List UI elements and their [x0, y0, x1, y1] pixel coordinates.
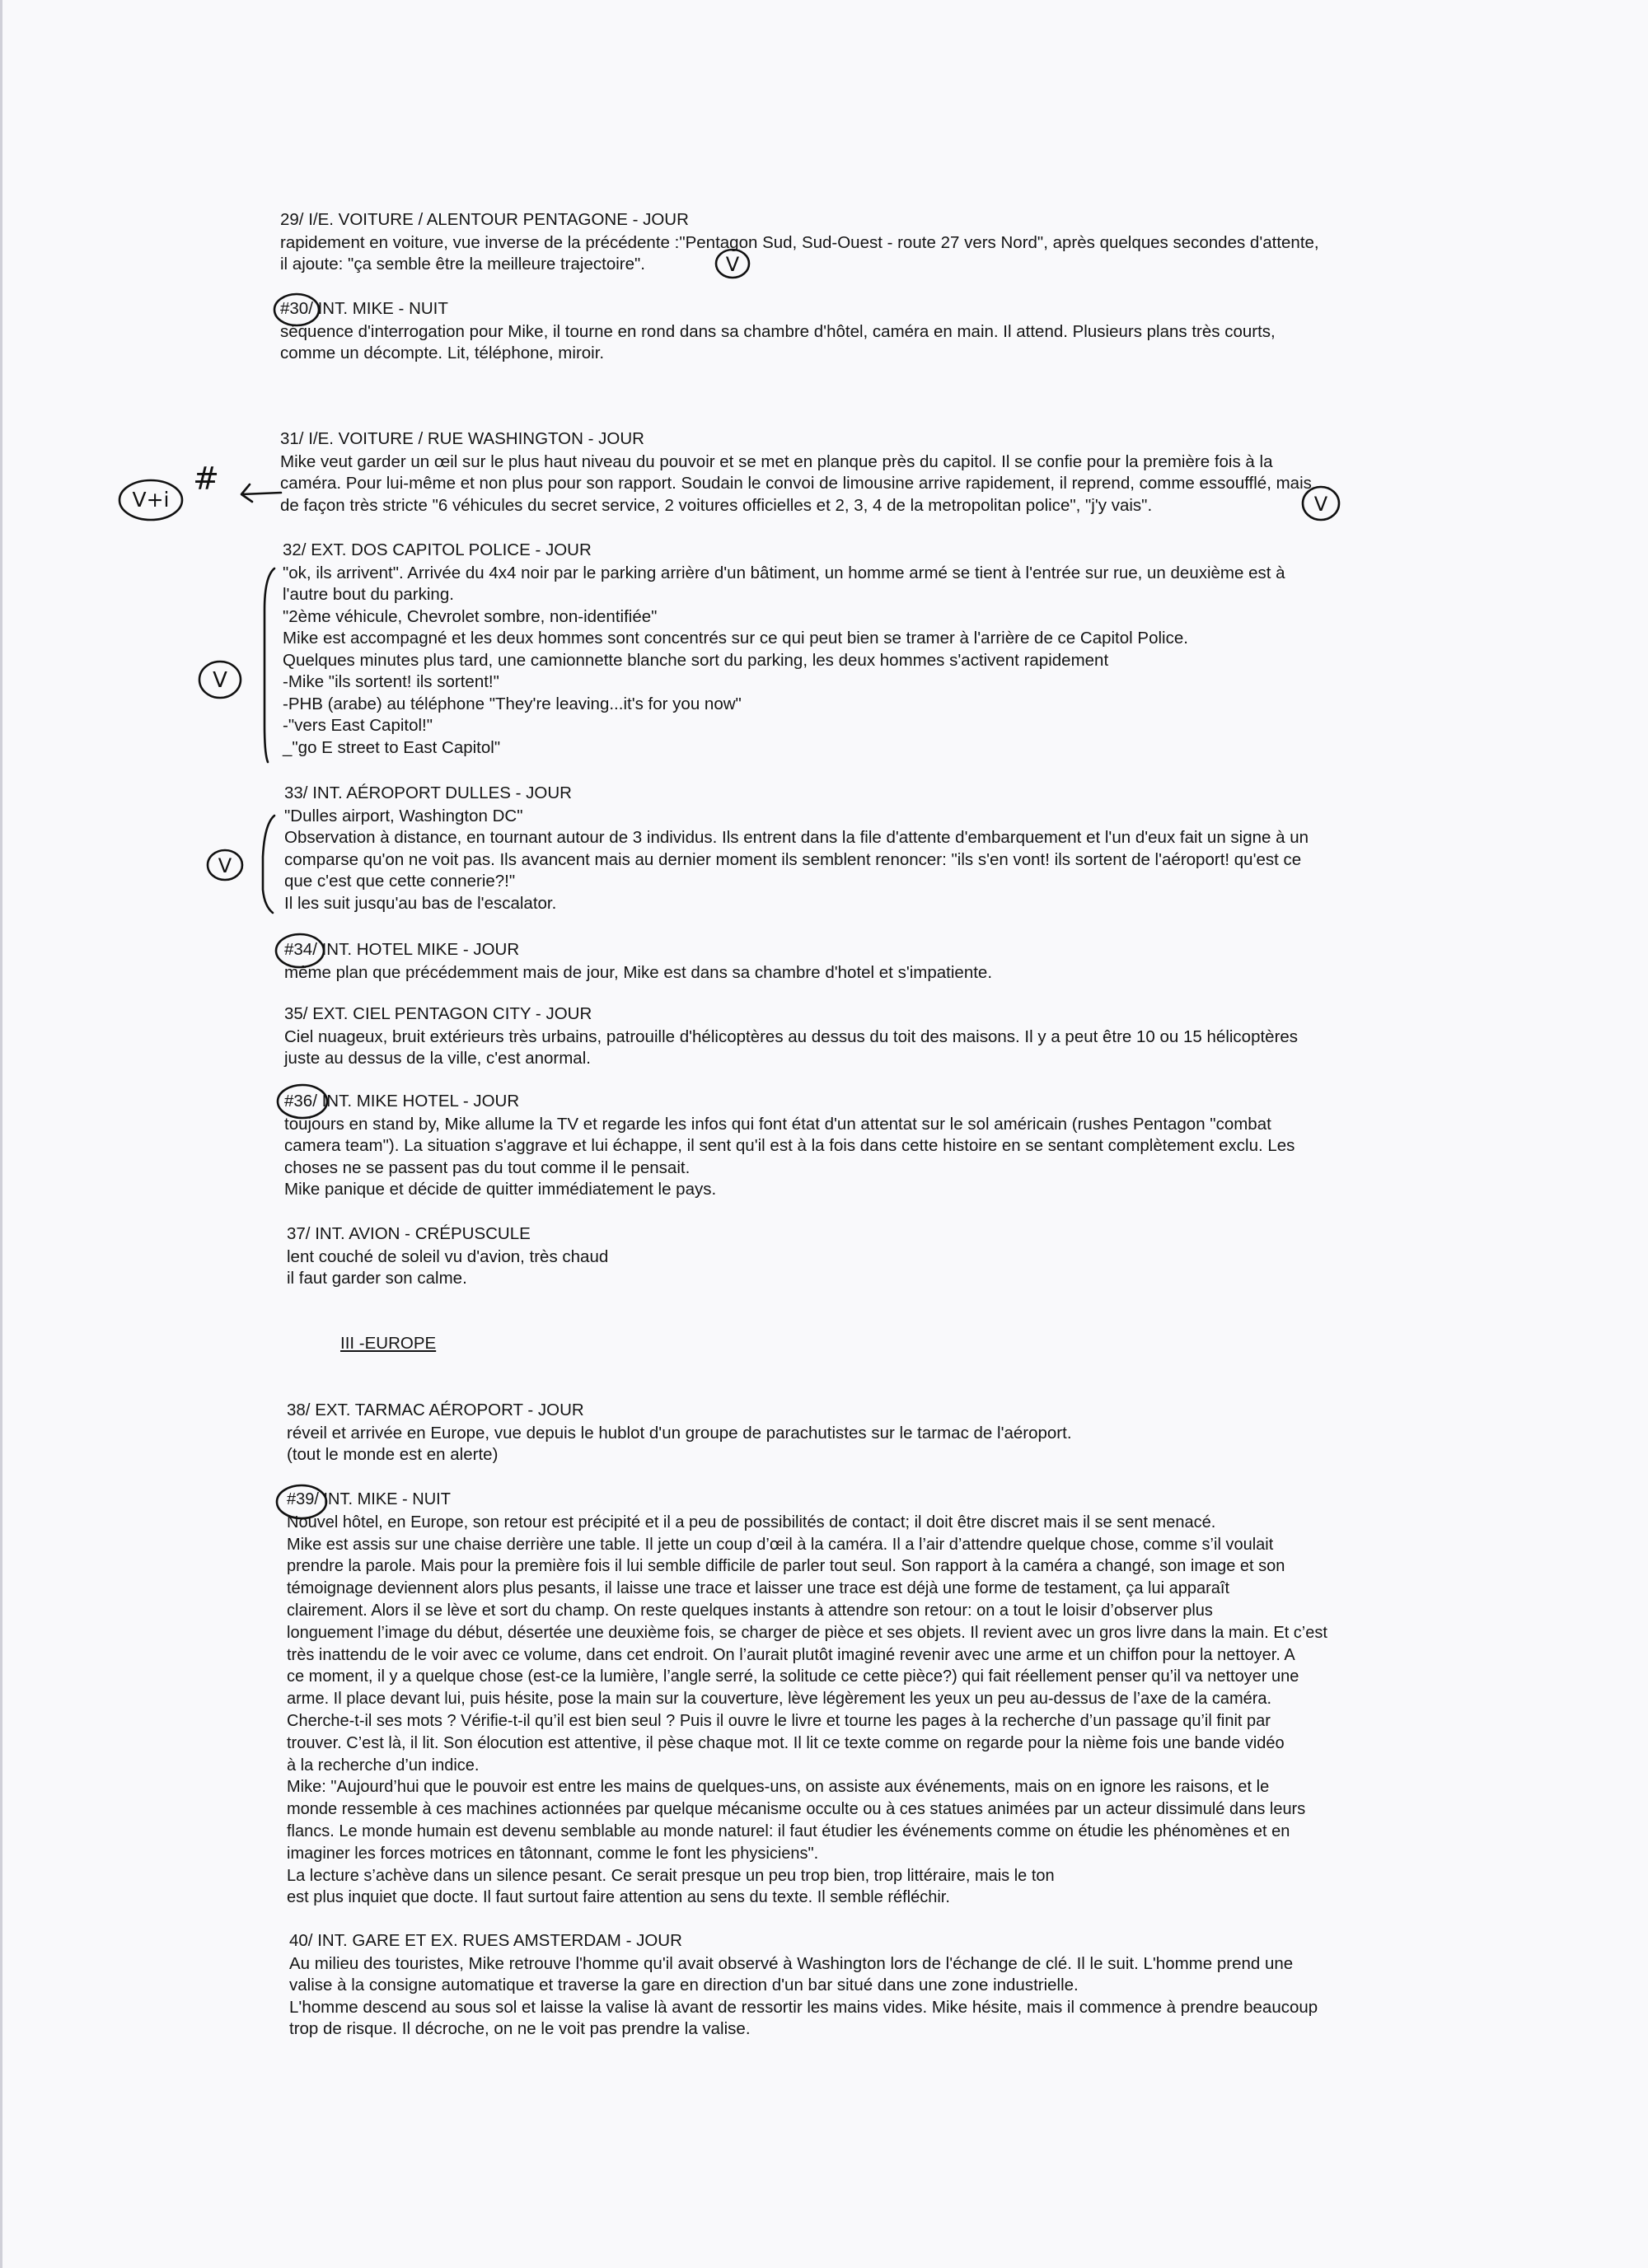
scene-line: de façon très stricte "6 véhicules du secret service, 2 voitures officielles et 2, 3, 4 de la metropolitan police", "j'y vais". — [280, 495, 1153, 515]
v-plus-i-mark: V+i — [132, 488, 170, 512]
scene-30 — [280, 298, 1276, 365]
scene-line: juste au dessus de la ville, c'est anormal. — [284, 1049, 591, 1068]
check-circle-33 — [208, 850, 242, 880]
scene-line: Mike veut garder un œil sur le plus haut niveau du pouvoir et se met en planque près du capitol. Il se confie pour la première fois à la — [280, 451, 1273, 471]
scene-line: -PHB (arabe) au téléphone "They're leaving...it's for you now" — [283, 694, 742, 713]
scene-31 — [280, 428, 1312, 517]
scene-line: Ciel nuageux, bruit extérieurs très urbains, patrouille d'hélicoptères au dessus du toit des maisons. Il y a peut être 10 ou 15 hélicoptères — [284, 1026, 1299, 1046]
scene-line: Mike est accompagné et les deux hommes sont concentrés sur ce qui peut bien se tramer à l'arrière de ce Capitol Police. — [283, 629, 1188, 648]
scene-line: lent couché de soleil vu d'avion, très chaud — [287, 1246, 609, 1266]
scene-line: flancs. Le monde humain est devenu semblable au monde naturel: il faut étudier les événements comme on étudie les phénomènes et en — [287, 1821, 1290, 1840]
scene-line: longuement l’image du début, désertée une deuxième fois, se charger de pièce et ses objets. Il revient avec un gros livre dans la main. Et c’est — [287, 1623, 1327, 1642]
scene-line: à la recherche d’un indice. — [287, 1756, 480, 1775]
bracket-scene-33 — [263, 816, 274, 913]
scene-heading: 38/ EXT. TARMAC AÉROPORT - JOUR — [287, 1401, 584, 1419]
scene-heading: 40/ INT. GARE ET EX. RUES AMSTERDAM - JOUR — [289, 1931, 682, 1950]
scene-heading: 32/ EXT. DOS CAPITOL POLICE - JOUR — [283, 540, 592, 559]
check-mark-29: V — [725, 253, 740, 276]
section-title: III -EUROPE — [340, 1334, 437, 1353]
scene-line: trop de risque. Il décroche, on ne le voit pas prendre la valise. — [289, 2019, 751, 2038]
scene-line: Observation à distance, en tournant autour de 3 individus. Ils entrent dans la file d'attente d'embarquement et l'un d'eux fait un signe à un — [284, 828, 1309, 847]
scene-40 — [289, 1930, 1318, 2041]
scene-39 — [287, 1489, 1327, 1909]
scene-line: que c'est que cette connerie?!" — [284, 872, 516, 891]
scene-line: -Mike "ils sortent! ils sortent!" — [283, 672, 499, 691]
scene-line: ce moment, il y a quelque chose (est-ce la lumière, l’angle serré, la solitude ce cette pièce?) qui fait réellement penser qu’il va nettoyer une — [287, 1667, 1299, 1686]
scene-line: -"vers East Capitol!" — [283, 716, 433, 735]
scene-38 — [287, 1400, 1072, 1466]
scene-line: il faut garder son calme. — [287, 1269, 467, 1288]
scene-line: La lecture s’achève dans un silence pesant. Ce serait presque un peu trop bien, trop littéraire, mais le ton — [287, 1866, 1055, 1885]
check-circle-32 — [199, 662, 241, 698]
check-mark-31: V — [1313, 493, 1328, 516]
scene-line: valise à la consigne automatique et traverse la gare en direction d'un bar situé dans une zone industrielle. — [289, 1976, 1079, 1994]
scene-36 — [284, 1091, 1295, 1201]
scene-line: prendre la parole. Mais pour la première fois il lui semble difficile de parler tout seul. Son rapport à la caméra a changé, son image et son — [287, 1557, 1285, 1576]
scene-heading: 29/ I/E. VOITURE / ALENTOUR PENTAGONE - JOUR — [280, 210, 689, 229]
check-mark-32: V — [213, 668, 227, 693]
scene-line: Mike: "Aujourd’hui que le pouvoir est entre les mains de quelques-uns, on assiste aux événements, mais on en ignore les raisons, et le — [287, 1778, 1270, 1797]
scene-line: comparse qu'on ne voit pas. Ils avancent mais au dernier moment ils semblent renoncer: "ils s'en vont! ils sortent de l'aéroport! qu'est ce — [284, 849, 1302, 869]
scene-line: caméra. Pour lui-même et non plus pour son rapport. Soudain le convoi de limousine arrive rapidement, il reprend, comme essoufflé, mais — [280, 474, 1312, 493]
scene-heading: #30/ INT. MIKE - NUIT — [280, 299, 448, 318]
scene-line: témoignage deviennent alors plus pesants, il laisse une trace et laisser une trace est déjà une forme de testament, ça lui apparaît — [287, 1579, 1230, 1598]
scene-line: arme. Il place devant lui, puis hésite, pose la main sur la couverture, lève légèrement les yeux un peu au-dessus de l’axe de la caméra. — [287, 1690, 1272, 1709]
scene-line: très inattendu de le voir avec ce volume, dans cet endroit. On l’aurait plutôt imaginé revenir avec une arme et un chiffon pour la nettoyer. A — [287, 1645, 1295, 1664]
scene-line: même plan que précédemment mais de jour, Mike est dans sa chambre d'hotel et s'impatiente. — [284, 962, 993, 982]
check-mark-33: V — [218, 854, 232, 877]
scene-line: _"go E street to East Capitol" — [283, 737, 501, 757]
scene-line: Au milieu des touristes, Mike retrouve l'homme qu'il avait observé à Washington lors de l'échange de clé. Il le suit. L'homme prend une — [289, 1953, 1294, 1973]
scene-35 — [284, 1003, 1298, 1070]
hash-mark: # — [193, 461, 219, 497]
scene-32 — [283, 540, 1285, 759]
scene-line: Cherche-t-il ses mots ? Vérifie-t-il qu’il est bien seul ? Puis il ouvre le livre et tourne les pages à la recherche d’un passage qu’il finit par — [287, 1711, 1271, 1730]
scene-heading: 37/ INT. AVION - CRÉPUSCULE — [287, 1224, 531, 1243]
scene-29 — [280, 209, 1319, 276]
v-plus-i-circle — [119, 480, 182, 520]
scene-line: est plus inquiet que docte. Il faut surtout faire attention au sens du texte. Il semble réfléchir. — [287, 1888, 950, 1907]
scene-line: rapidement en voiture, vue inverse de la précédente :"Pentagon Sud, Sud-Ouest - route 27 vers Nord", après quelques secondes d'attente, — [280, 232, 1319, 252]
scene-line: "ok, ils arrivent". Arrivée du 4x4 noir par le parking arrière d'un bâtiment, un homme armé se tient à l'entrée sur rue, un deuxième est à — [283, 563, 1285, 582]
scene-34 — [284, 939, 992, 984]
scene-heading: #39/ INT. MIKE - NUIT — [287, 1490, 451, 1508]
scene-line: (tout le monde est en alerte) — [287, 1445, 499, 1464]
scene-line: Il les suit jusqu'au bas de l'escalator. — [284, 893, 557, 913]
scene-heading: 35/ EXT. CIEL PENTAGON CITY - JOUR — [284, 1004, 592, 1023]
scene-line: toujours en stand by, Mike allume la TV et regarde les infos qui font état d'un attentat sur le sol américain (rushes Pentagon "combat — [284, 1114, 1271, 1134]
scene-line: "2ème véhicule, Chevrolet sombre, non-identifiée" — [283, 606, 658, 626]
scene-heading: #36/ INT. MIKE HOTEL - JOUR — [284, 1092, 520, 1111]
scene-line: monde ressemble à ces machines actionnées par quelque mécanisme occulte ou à ces statues animées par un acteur dissimulé dans leurs — [287, 1800, 1306, 1819]
scene-line: imaginer les forces motrices en tâtonnant, comme le font les physiciens". — [287, 1844, 819, 1863]
scene-heading: 33/ INT. AÉROPORT DULLES - JOUR — [284, 783, 572, 802]
scene-line: réveil et arrivée en Europe, vue depuis le hublot d'un groupe de parachutistes sur le tarmac de l'aéroport. — [287, 1423, 1072, 1443]
scene-line: comme un décompte. Lit, téléphone, miroir. — [280, 344, 605, 362]
arrow-to-scene-31 — [241, 484, 281, 502]
bracket-scene-32 — [265, 568, 274, 762]
scene-37 — [287, 1223, 608, 1290]
scene-line: il ajoute: "ça semble être la meilleure trajectoire". — [280, 255, 645, 274]
scene-line: trouver. C’est là, il lit. Son élocution est attentive, il pèse chaque mot. Il lit ce texte comme on regarde pour la nième fois une bande vidéo — [287, 1733, 1285, 1752]
scene-line: Mike panique et décide de quitter immédiatement le pays. — [284, 1180, 717, 1199]
scene-line: séquence d'interrogation pour Mike, il tourne en rond dans sa chambre d'hôtel, caméra en main. Il attend. Plusieurs plans très courts, — [280, 321, 1276, 341]
scene-heading: #34/ INT. HOTEL MIKE - JOUR — [284, 940, 520, 959]
scene-line: Nouvel hôtel, en Europe, son retour est précipité et il a peu de possibilités de contact; il doit être discret mais il se sent menacé. — [287, 1513, 1216, 1531]
scene-line: camera team"). La situation s'aggrave et lui échappe, il sent qu'il est à la fois dans cette histoire en se sentant complètement exclu. Les — [284, 1136, 1295, 1155]
scene-line: l'autre bout du parking. — [283, 585, 454, 604]
scene-33 — [284, 783, 1309, 914]
scene-line: Mike est assis sur une chaise derrière une table. Il jette un coup d’œil à la caméra. Il a l’air d’attendre quelque chose, comme s’il voulait — [287, 1535, 1274, 1554]
scene-line: L'homme descend au sous sol et laisse la valise là avant de ressortir les mains vides. Mike hésite, mais il commence à prendre beaucoup — [289, 1997, 1318, 2017]
scene-line: choses ne se passent pas du tout comme il le pensait. — [284, 1157, 691, 1177]
scene-line: clairement. Alors il se lève et sort du champ. On reste quelques instants à attendre son retour: on a tout le loisir d’observer plus — [287, 1601, 1213, 1620]
scene-line: Quelques minutes plus tard, une camionnette blanche sort du parking, les deux hommes s'activent rapidement — [283, 650, 1109, 670]
scene-heading: 31/ I/E. VOITURE / RUE WASHINGTON - JOUR — [280, 429, 644, 448]
scene-line: "Dulles airport, Washington DC" — [284, 806, 523, 825]
